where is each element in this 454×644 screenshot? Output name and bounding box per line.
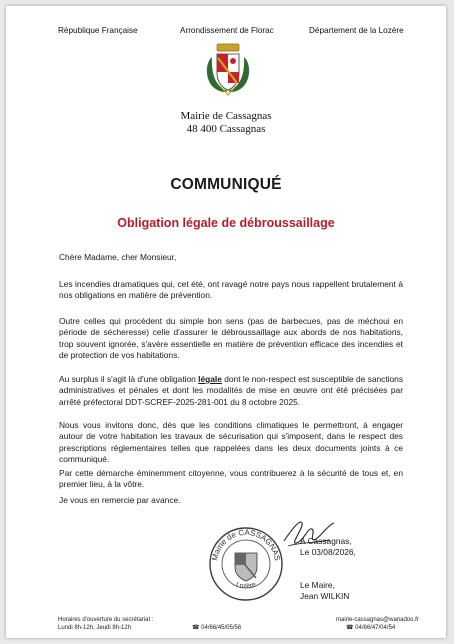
coat-of-arms-icon	[203, 43, 253, 97]
stamp-bottom-text: Lozère	[234, 581, 258, 591]
signature-date: Le 03/08/2026,	[300, 547, 356, 557]
footer-fax	[346, 624, 395, 632]
footer-email: mairie-cassagnas@wanadoo.fr	[336, 617, 419, 623]
paragraph-remerciement: Je vous en remercie par avance.	[59, 495, 181, 505]
header-republique: République Française	[58, 26, 138, 35]
footer-phone-number: 04/66/45/05/56	[201, 625, 242, 631]
phone-icon: ☎	[192, 625, 202, 631]
paragraph-prevention: Outre celles qui procèdent du simple bon sens (pas de barbecues, pas de méchoui en période de sécheresse) celle d'assurer le débroussaillage aux abords de nos habitations, trop souvent ignorée, s'avère essentielle en matière de prévention efficace des incendies et de protection de vos habitations.	[59, 316, 403, 361]
document-subtitle: Obligation légale de débroussaillage	[117, 216, 335, 230]
footer-phone	[192, 624, 241, 632]
signatory-name: Jean WILKIN	[300, 591, 350, 601]
document-page	[6, 6, 446, 638]
mairie-address: 48 400 Cassagnas	[186, 123, 266, 135]
header-arrondissement: Arrondissement de Florac	[180, 26, 274, 35]
paragraph-citoyenne: Par cette démarche éminemment citoyenne, vous contribuerez à la sécurité de tous et, en premier lieu, à la vôtre.	[59, 468, 403, 490]
footer-hours: Lundi 8h-12h, Jeudi 8h-12h	[58, 625, 132, 631]
signatory-role: Le Maire,	[300, 580, 335, 590]
paragraph-obligation	[59, 374, 403, 408]
paragraph-obligation-start: Au surplus il s'agit là d'une obligation	[59, 374, 199, 384]
footer-fax-number: 04/66/47/04/54	[355, 625, 396, 631]
mairie-name: Mairie de Cassagnas	[180, 110, 272, 122]
header-departement: Département de la Lozère	[309, 26, 404, 35]
signature-place: A Cassagnas,	[300, 536, 352, 546]
stamp-top-text: Mairie de CASSAGNAS	[210, 527, 282, 562]
document-title: COMMUNIQUÉ	[170, 176, 282, 193]
fax-icon: ☎	[346, 625, 356, 631]
mairie-stamp	[205, 523, 287, 605]
paragraph-obligation-end: dont le non-respect est susceptible de sanctions administratives et pénales et dont les modalités de mise en œuvre ont été précisées par arrêté préfectoral DDT-SCREF-2025-281-001 du 8 octobre 2025.	[59, 374, 404, 407]
emphasis-legale: légale	[198, 374, 222, 384]
paragraph-incendies: Les incendies dramatiques qui, cet été, ont ravagé notre pays nous rappellent brutalement à nos obligations en matière de prévention.	[59, 279, 403, 301]
footer-hours-title: Horaires d'ouverture du secrétariat :	[58, 617, 154, 623]
salutation: Chère Madame, cher Monsieur,	[59, 252, 177, 262]
paragraph-invitation: Nous vous invitons donc, dès que les conditions climatiques le permettront, à engager autour de votre habitation les travaux de sécurisation qui s'imposent, dans le respect des prescriptions réglementaires telles que rappelées dans les deux documents joints à ce communiqué.	[59, 420, 403, 465]
